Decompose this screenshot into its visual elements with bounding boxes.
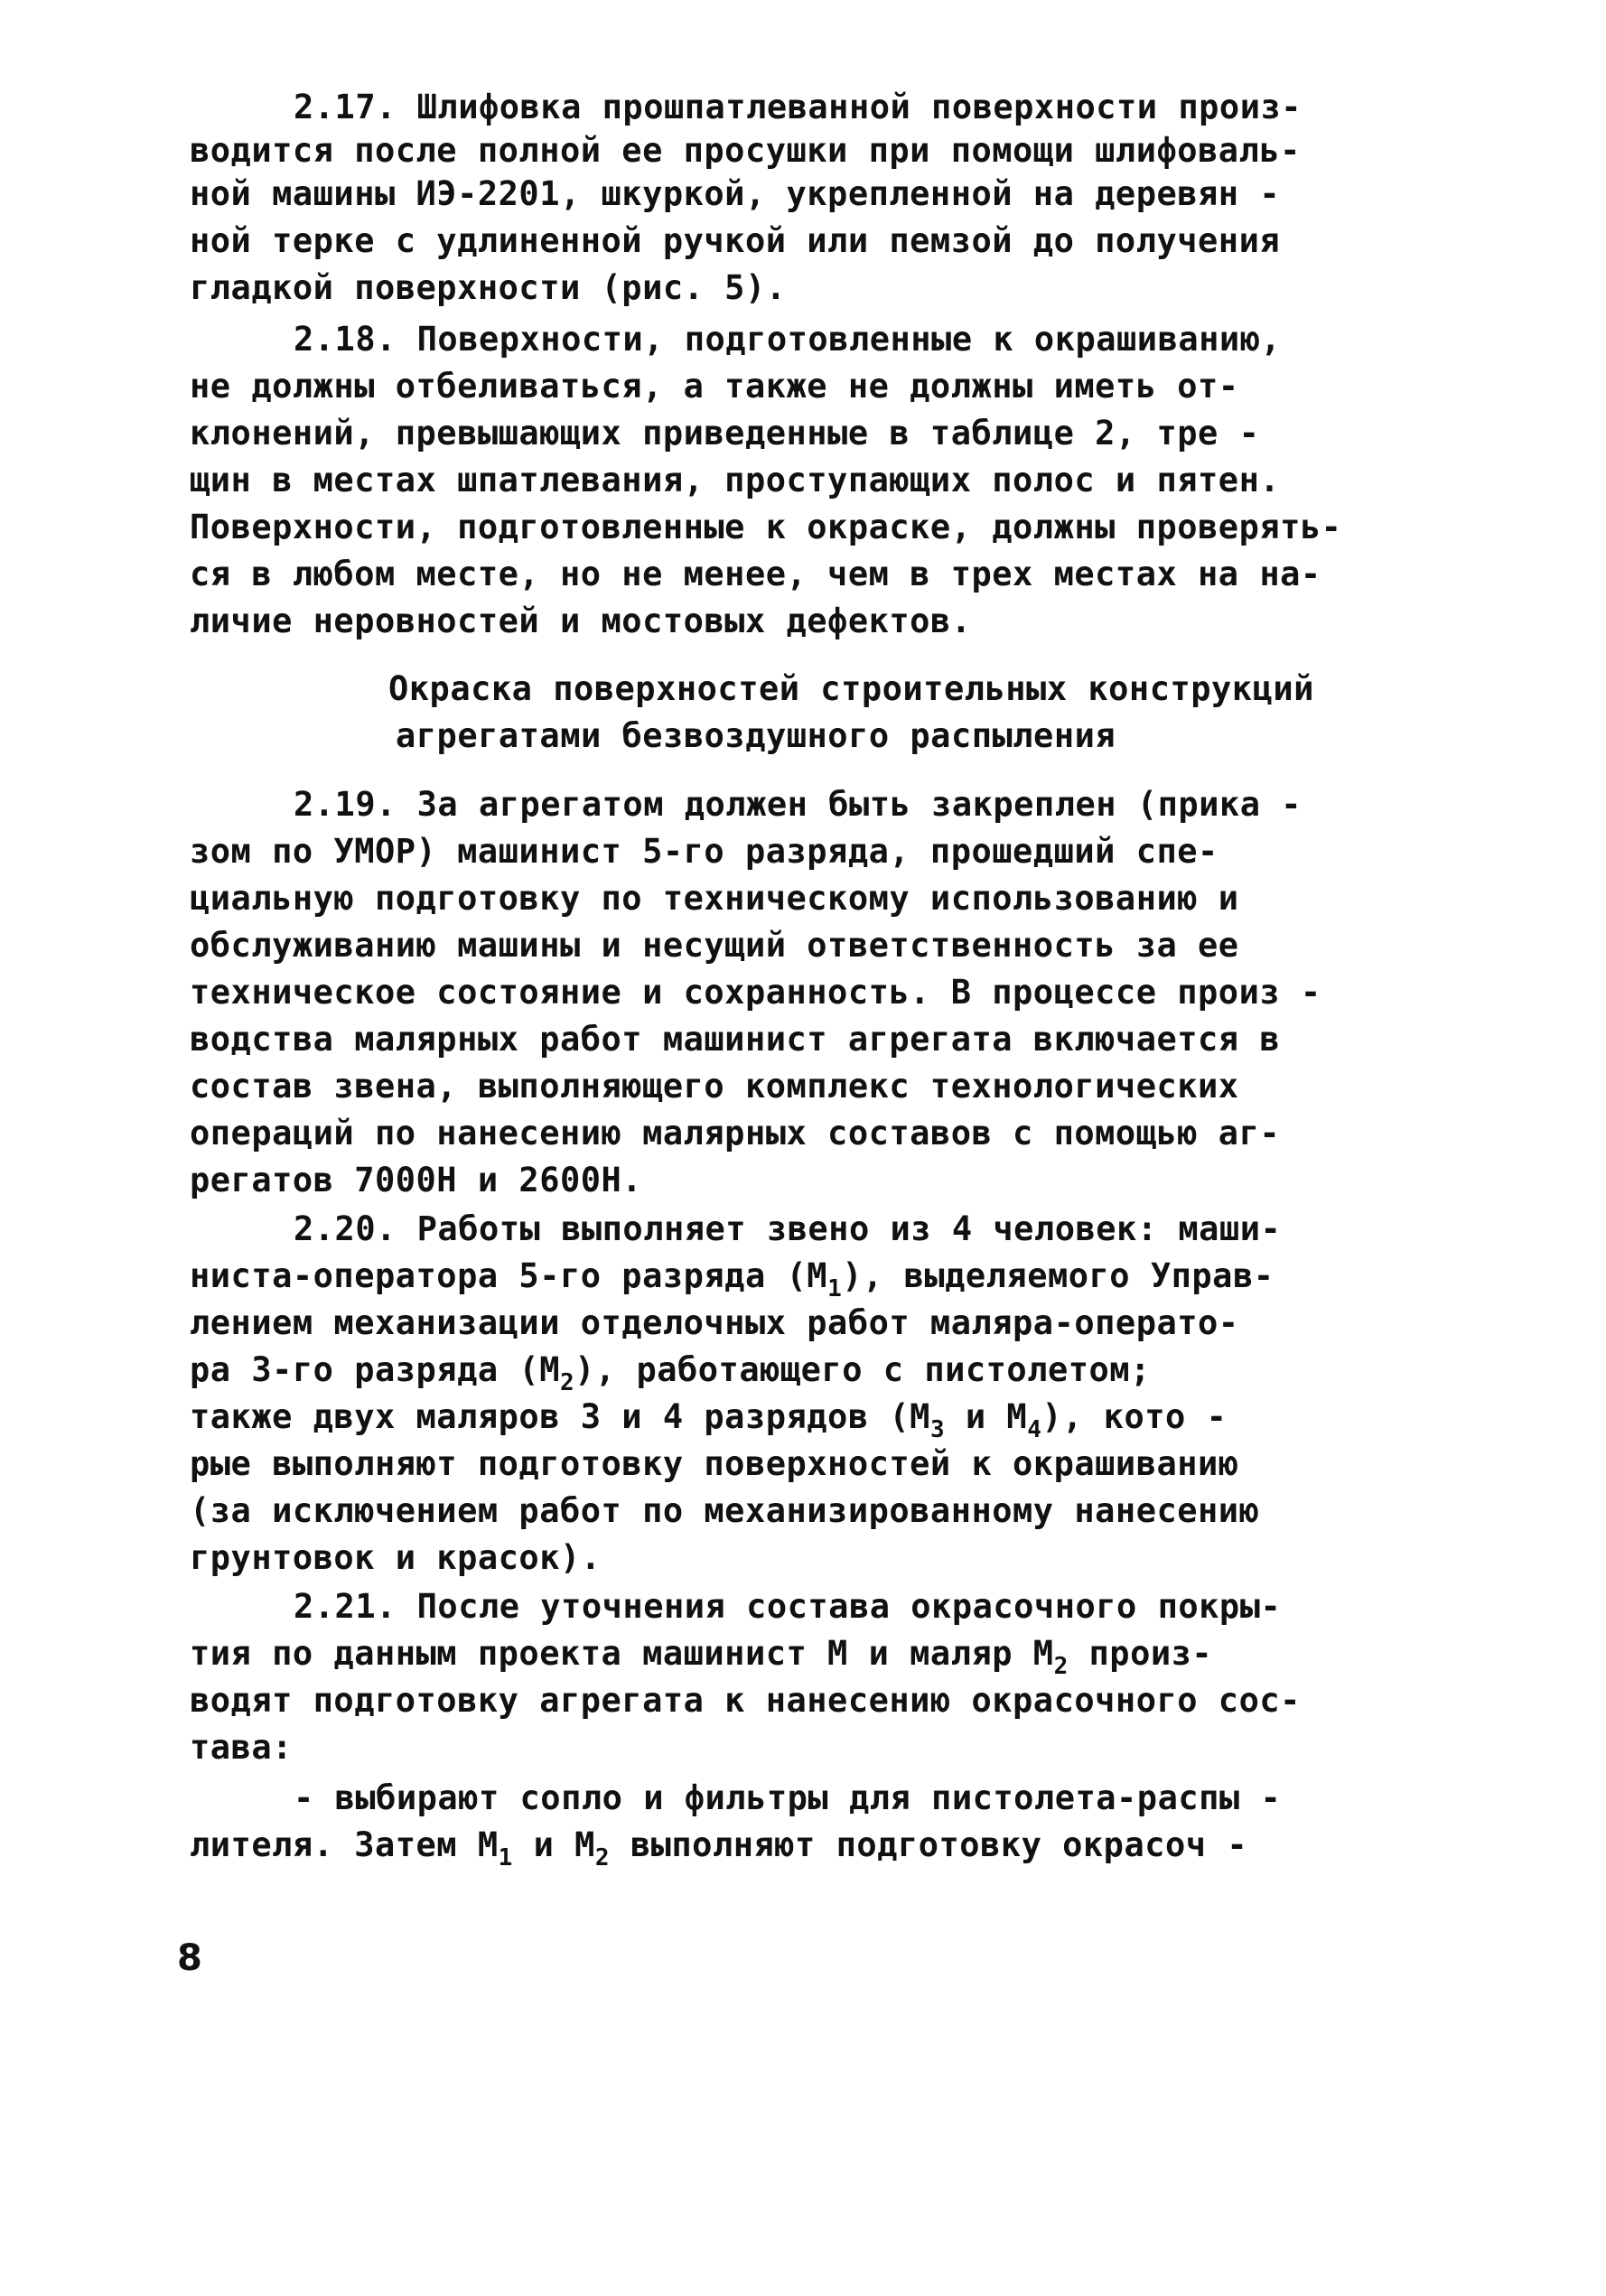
text-line: 2.21. После уточнения состава окрасочного покры- (294, 1587, 1282, 1626)
text-fragment: тия по данным проекта машинист М и маляр М (190, 1634, 1054, 1673)
subscript: 4 (1027, 1416, 1042, 1443)
text-line: 2.17. Шлифовка прошпатлеванной поверхности произ- (294, 88, 1303, 126)
text-line: тава: (190, 1728, 293, 1767)
text-line: водят подготовку агрегата к нанесению окрасочного сос- (190, 1681, 1301, 1720)
text-line: зом по УМОР) машинист 5-го разряда, прошедший спе- (190, 832, 1219, 871)
text-line: (за исключением работ по механизированному нанесению (190, 1491, 1260, 1530)
text-line: грунтовок и красок). (190, 1538, 602, 1577)
text-fragment: и М (945, 1397, 1028, 1436)
text-line: 2.20. Работы выполняет звено из 4 человек: маши- (294, 1209, 1282, 1248)
text-line: водится после полной ее просушки при помощи шлифоваль- (190, 131, 1301, 170)
text-line: циальную подготовку по техническому использованию и (190, 879, 1239, 918)
text-line: 2.18. Поверхности, подготовленные к окрашиванию, (294, 320, 1282, 359)
text-line (190, 1350, 1151, 1396)
text-fragment: ), выделяемого Управ- (842, 1256, 1275, 1295)
text-fragment: выполняют подготовку окрасоч - (610, 1825, 1248, 1864)
subscript: 2 (594, 1844, 611, 1871)
text-line: ной машины ИЭ-2201, шкуркой, укрепленной на деревян - (190, 174, 1281, 213)
text-line (190, 1825, 1248, 1871)
text-fragment: также двух маляров 3 и 4 разрядов (М (190, 1397, 930, 1436)
text-line: лением механизации отделочных работ маляра-операто- (190, 1303, 1239, 1342)
text-fragment: лителя. Затем М (190, 1825, 499, 1864)
text-line: личие неровностей и мостовых дефектов. (190, 602, 972, 640)
text-line: - выбирают сопло и фильтры для пистолета-распы - (294, 1778, 1282, 1817)
text-fragment: ), работающего с пистолетом; (574, 1350, 1151, 1389)
text-line: ся в любом месте, но не менее, чем в трех местах на на- (190, 555, 1321, 593)
text-line: техническое состояние и сохранность. В процессе произ - (190, 973, 1321, 1012)
text-line: Поверхности, подготовленные к окраске, должны проверять- (190, 508, 1342, 546)
subscript: 2 (1053, 1653, 1069, 1680)
text-line: рые выполняют подготовку поверхностей к окрашиванию (190, 1444, 1239, 1483)
text-fragment: и М (512, 1825, 595, 1864)
heading-line: Окраска поверхностей строительных конструкций (388, 669, 1314, 708)
text-line: регатов 7000Н и 2600Н. (190, 1161, 643, 1199)
text-line: операций по нанесению малярных составов с помощью аг- (190, 1114, 1281, 1153)
text-fragment: ра 3-го разряда (М (190, 1350, 560, 1389)
text-line: ной терке с удлиненной ручкой или пемзой до получения (190, 221, 1281, 260)
text-line (190, 1397, 1228, 1443)
text-line (190, 1256, 1275, 1302)
text-line: клонений, превышающих приведенные в таблице 2, тре - (190, 414, 1260, 453)
text-line: водства малярных работ машинист агрегата включается в (190, 1020, 1281, 1059)
subscript: 3 (929, 1416, 946, 1443)
text-fragment: ), кото - (1041, 1397, 1228, 1436)
text-fragment: ниста-оператора 5-го разряда (М (190, 1256, 828, 1295)
text-line: обслуживанию машины и несущий ответственность за ее (190, 926, 1239, 965)
text-line: 2.19. За агрегатом должен быть закреплен (прика - (294, 785, 1303, 824)
subscript: 1 (827, 1275, 843, 1302)
text-line: не должны отбеливаться, а также не должны иметь от- (190, 367, 1239, 406)
text-line: гладкой поверхности (рис. 5). (190, 268, 787, 307)
subscript: 2 (559, 1369, 575, 1396)
text-line (190, 1634, 1213, 1680)
text-line: состав звена, выполняющего комплекс технологических (190, 1067, 1239, 1106)
page-number: 8 (177, 1937, 202, 1979)
subscript: 1 (498, 1844, 513, 1871)
text-line: щин в местах шпатлевания, проступающих полос и пятен. (190, 461, 1281, 499)
heading-line: агрегатами безвоздушного распыления (396, 716, 1116, 755)
text-fragment: произ- (1068, 1634, 1213, 1673)
